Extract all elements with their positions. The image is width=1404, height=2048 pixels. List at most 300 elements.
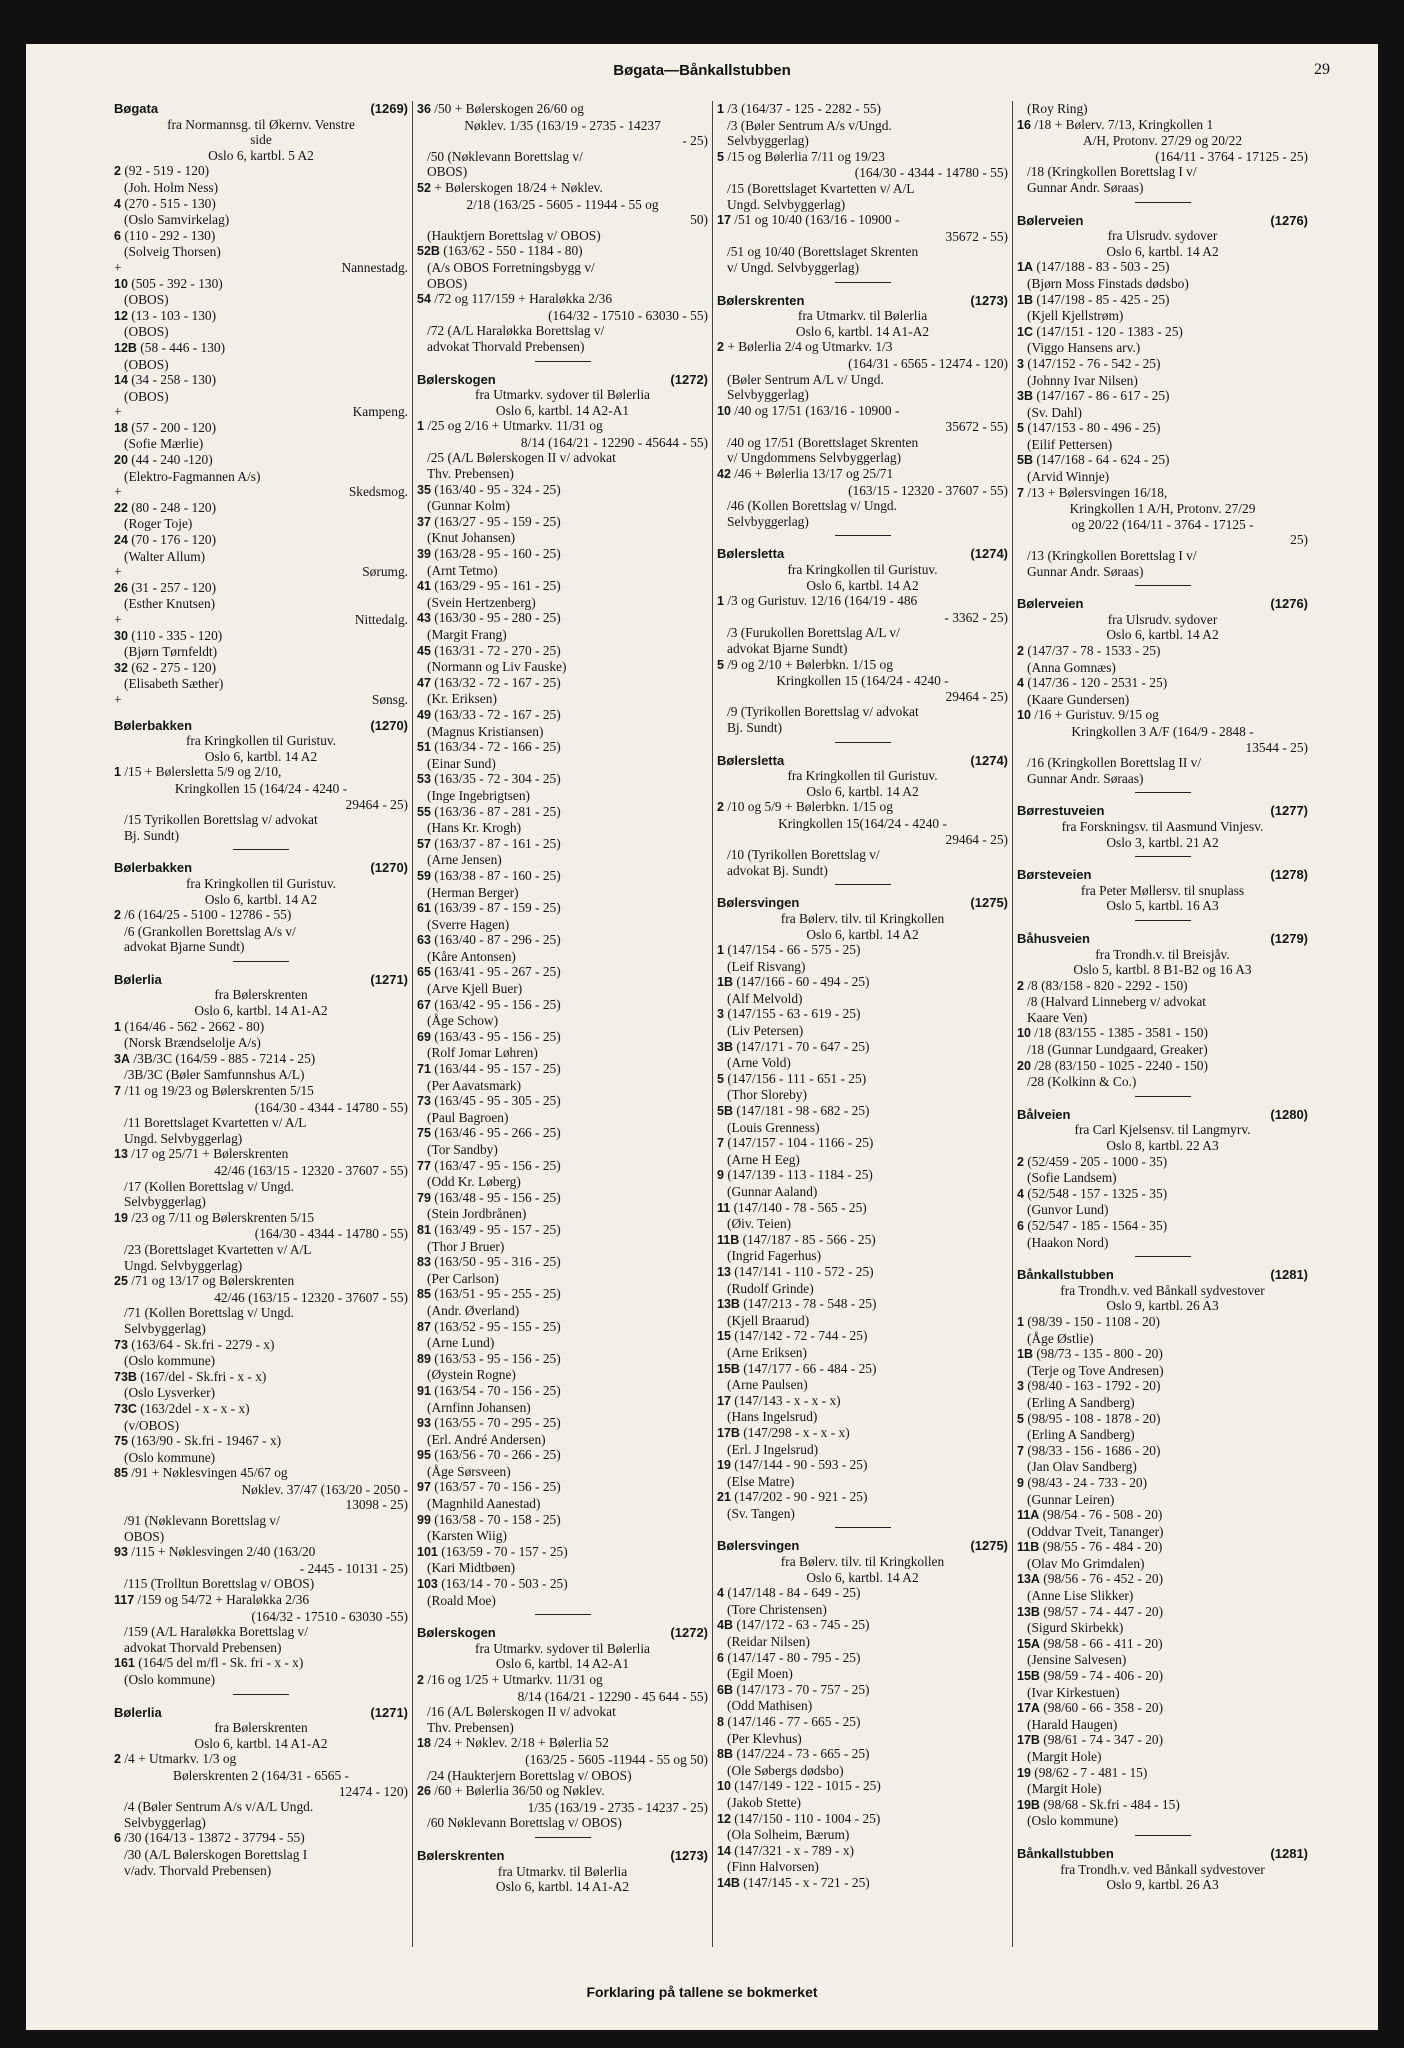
entry-details: (163/40 - 87 - 296 - 25) (434, 932, 561, 948)
address-entry (417, 514, 708, 531)
entry-details: (147/146 - 77 - 665 - 25) (727, 1714, 861, 1729)
street-description: Oslo 9, kartbl. 26 A3 (1106, 1298, 1219, 1314)
owner-line: (Kari Midtbøen) (427, 1560, 516, 1576)
address-entry (717, 942, 1008, 959)
house-number: 7 (717, 1136, 724, 1151)
owner-line: (A/s OBOS Forretningsbygg v/ (427, 259, 595, 275)
street-code: (1270) (370, 717, 408, 733)
address-entry (417, 243, 708, 260)
address-entry (114, 1465, 408, 1482)
street-name: Bølersletta (717, 752, 785, 768)
address-entry (717, 1875, 1008, 1892)
street-heading (717, 1538, 1008, 1554)
street-description: Oslo 6, kartbl. 14 A2 (806, 1569, 919, 1585)
entry-details: (163/51 - 95 - 255 - 25) (434, 1286, 561, 1302)
house-number: 20 (1017, 1058, 1031, 1073)
cross-marker: + (114, 612, 122, 627)
owner-line: (Svein Hertzenberg) (427, 594, 536, 610)
owner-line: Bj. Sundt) (727, 719, 783, 735)
owner-line: Selvbyggerlag) (124, 1814, 206, 1830)
street-description: fra Peter Møllersv. til snuplass (1080, 882, 1245, 898)
street-heading (717, 546, 1008, 562)
entry-details: (163/33 - 72 - 167 - 25) (434, 706, 561, 722)
address-entry (717, 1039, 1008, 1056)
section-divider (835, 884, 891, 885)
street-description: Oslo 5, kartbl. 16 A3 (1106, 898, 1219, 914)
street-code: (1273) (670, 1847, 708, 1863)
owner-line: (Erling A Sandberg) (1027, 1394, 1135, 1410)
address-entry (417, 418, 708, 435)
owner-line: (Joh. Holm Ness) (124, 179, 219, 195)
entry-continuation: 8/14 (164/21 - 12290 - 45 644 - 55) (517, 1688, 708, 1704)
address-entry (717, 1200, 1008, 1217)
entry-continuation: (164/30 - 4344 - 14780 - 55) (854, 165, 1008, 181)
address-entry (717, 403, 1008, 420)
owner-line: (Normann og Liv Fauske) (427, 659, 567, 675)
address-entry (717, 1778, 1008, 1795)
entry-details: (147/156 - 111 - 651 - 25) (727, 1070, 867, 1086)
address-entry (1017, 1539, 1308, 1556)
street-description: fra Carl Kjelsensv. til Langmyrv. (1074, 1122, 1251, 1138)
entry-details: /8 (83/158 - 820 - 2292 - 150) (1027, 977, 1188, 993)
address-entry (114, 452, 408, 469)
street-description: fra Normannsg. til Økernv. Venstre (167, 116, 355, 132)
house-number: 20 (114, 453, 128, 468)
street-heading (717, 753, 1008, 769)
house-number: 9 (717, 1168, 724, 1183)
street-name: Bølerskrenten (417, 1847, 505, 1863)
address-entry (417, 180, 708, 197)
house-number: 32 (114, 660, 128, 675)
owner-line: /8 (Halvard Linneberg v/ advokat (1027, 994, 1206, 1010)
house-number: 15B (717, 1361, 740, 1376)
entry-details: (163/36 - 87 - 281 - 25) (434, 803, 561, 819)
address-entry (717, 1489, 1008, 1506)
entry-details: (147/152 - 76 - 542 - 25) (1027, 355, 1161, 371)
street-heading (1017, 867, 1308, 883)
address-entry (1017, 1314, 1308, 1331)
house-number: 1C (1017, 324, 1033, 339)
street-description: fra Bølerskrenten (214, 987, 308, 1003)
owner-line: (Bjørn Moss Finstads dødsbo) (1027, 275, 1189, 291)
address-entry (114, 1592, 408, 1609)
entry-details: /28 (83/150 - 1025 - 2240 - 150) (1034, 1057, 1208, 1073)
owner-line: /3 (Furukollen Borettslag A/L v/ (727, 625, 900, 641)
house-number: 25 (114, 1274, 128, 1289)
entry-details: /51 og 10/40 (163/16 - 10900 - (734, 212, 900, 228)
owner-line: (Andr. Øverland) (427, 1302, 520, 1318)
owner-line: (Margit Hole) (1027, 1781, 1102, 1797)
owner-line: (Arve Kjell Buer) (427, 981, 523, 997)
address-entry (717, 149, 1008, 166)
street-heading (114, 101, 408, 117)
street-name: Børsteveien (1017, 867, 1092, 883)
address-entry (417, 707, 708, 724)
house-number: 13A (1017, 1572, 1040, 1587)
entry-details: (147/147 - 80 - 795 - 25) (727, 1649, 861, 1665)
entry-details: (164/46 - 562 - 2662 - 80) (124, 1018, 265, 1034)
entry-details: (163/32 - 72 - 167 - 25) (434, 674, 561, 690)
address-entry (114, 660, 408, 677)
address-entry (114, 764, 408, 781)
owner-line: (Gunnar Kolm) (427, 498, 510, 514)
section-divider (1135, 1096, 1191, 1097)
owner-line: (Leif Risvang) (727, 958, 806, 974)
owner-line: Selvbyggerlag) (727, 387, 809, 403)
address-entry (114, 1083, 408, 1100)
entry-details: + Bølerlia 2/4 og Utmarkv. 1/3 (727, 339, 893, 355)
owner-line: (Anna Gomnæs) (1027, 659, 1116, 675)
street-description: Oslo 9, kartbl. 26 A3 (1106, 1877, 1219, 1893)
entry-details: /159 og 54/72 + Haraløkka 2/36 (137, 1592, 310, 1608)
house-number: 55 (417, 804, 431, 819)
address-entry (417, 1029, 708, 1046)
street-code: (1279) (1270, 930, 1308, 946)
entry-details: (98/33 - 156 - 1686 - 20) (1027, 1442, 1161, 1458)
entry-details: (505 - 392 - 130) (131, 275, 223, 291)
street-name: Bølersvingen (717, 1538, 800, 1554)
address-entry (1017, 117, 1308, 134)
address-entry (114, 1655, 408, 1672)
owner-line: /3B/3C (Bøler Samfunnshus A/L) (124, 1067, 305, 1083)
owner-line: (Roy Ring) (1027, 101, 1088, 116)
address-entry (1017, 324, 1308, 341)
address-entry (417, 482, 708, 499)
entry-details: (163/31 - 72 - 270 - 25) (434, 642, 561, 658)
house-number: 14B (717, 1875, 740, 1890)
house-number: 11B (1017, 1540, 1040, 1555)
house-number: 81 (417, 1222, 431, 1237)
owner-line: Gunnar Andr. Søraas) (1027, 563, 1144, 579)
entry-details: (163/42 - 95 - 156 - 25) (434, 996, 561, 1012)
address-entry (417, 1125, 708, 1142)
owner-line: (Egil Moen) (727, 1666, 793, 1682)
house-number: 11A (1017, 1508, 1040, 1523)
entry-details: (57 - 200 - 120) (131, 419, 217, 435)
house-number: 95 (417, 1448, 431, 1463)
address-entry (114, 163, 408, 180)
owner-line: /30 (A/L Bølerskogen Borettslag I (124, 1846, 308, 1862)
street-name: Bølerlia (114, 1704, 162, 1720)
entry-details: (98/56 - 76 - 452 - 20) (1043, 1571, 1164, 1587)
owner-line: (Louis Grenness) (727, 1119, 820, 1135)
house-number: 5B (1017, 453, 1033, 468)
entry-continuation: - 2445 - 10131 - 25) (299, 1560, 408, 1576)
address-entry (417, 1672, 708, 1689)
owner-line: (Arne Jensen) (427, 852, 502, 868)
owner-line: (Oslo kommune) (124, 1449, 216, 1465)
house-number: 57 (417, 836, 431, 851)
house-number: 3B (1017, 389, 1033, 404)
address-entry (417, 1415, 708, 1432)
entry-details: (147/298 - x - x - x) (743, 1424, 850, 1440)
house-number: 13B (1017, 1604, 1040, 1619)
house-number: 4 (1017, 1186, 1024, 1201)
house-number: 10 (717, 403, 731, 418)
owner-line: (Arne Paulsen) (727, 1377, 808, 1393)
entry-details: (98/95 - 108 - 1878 - 20) (1027, 1410, 1161, 1426)
house-number: 79 (417, 1190, 431, 1205)
address-entry (417, 101, 708, 118)
entry-continuation: 42/46 (163/15 - 12320 - 37607 - 55) (214, 1163, 408, 1178)
house-number: 14 (114, 373, 128, 388)
house-number: 85 (114, 1466, 128, 1481)
house-number: 11 (717, 1200, 731, 1215)
house-number: 89 (417, 1351, 431, 1366)
entry-details: (147/187 - 85 - 566 - 25) (742, 1231, 876, 1247)
owner-line: v/adv. Thorvald Prebensen) (124, 1862, 272, 1878)
house-number: 101 (417, 1544, 438, 1559)
address-entry (417, 1783, 708, 1800)
entry-details: (163/44 - 95 - 157 - 25) (434, 1061, 561, 1077)
entry-continuation: (164/11 - 3764 - 17125 - 25) (1155, 148, 1308, 164)
owner-line: (Ivar Kirkestuen) (1027, 1684, 1120, 1700)
house-number: 4 (1017, 676, 1024, 691)
house-number: 91 (417, 1383, 431, 1398)
entry-details: (147/144 - 90 - 593 - 25) (734, 1457, 868, 1473)
street-description: Kringkollen 15(164/24 - 4240 - (778, 815, 947, 831)
house-number: 19 (717, 1458, 731, 1473)
entry-details: (163/52 - 95 - 155 - 25) (434, 1318, 561, 1334)
entry-details: (163/2del - x - x - x) (140, 1400, 250, 1416)
entry-details: /3B/3C (164/59 - 885 - 7214 - 25) (133, 1050, 316, 1066)
street-name: Bålveien (1017, 1106, 1071, 1122)
owner-line: (Øystein Rogne) (427, 1367, 516, 1383)
house-number: 47 (417, 675, 431, 690)
entry-continuation: 13098 - 25) (345, 1497, 408, 1513)
cross-street (114, 564, 408, 580)
street-code: (1273) (970, 292, 1008, 308)
address-entry (114, 1544, 408, 1561)
street-heading (1017, 596, 1308, 612)
address-entry (417, 900, 708, 917)
entry-details: (92 - 519 - 120) (124, 163, 210, 179)
house-number: 14 (717, 1843, 731, 1858)
owner-line: OBOS) (427, 164, 468, 180)
owner-line: /115 (Trolltun Borettslag v/ OBOS) (124, 1576, 315, 1592)
entry-details: (147/37 - 78 - 1533 - 25) (1027, 643, 1161, 658)
house-number: 13B (717, 1297, 740, 1312)
street-description: Oslo 6, kartbl. 14 A1-A2 (194, 1735, 328, 1751)
street-description: Oslo 6, kartbl. 14 A2 (806, 926, 919, 942)
entry-details: (147/143 - x - x - x) (734, 1392, 841, 1408)
owner-line: (Åge Schow) (427, 1013, 499, 1029)
house-number: 37 (417, 514, 431, 529)
street-name: Bøgata (114, 101, 159, 116)
address-entry (1017, 259, 1308, 276)
entry-details: (98/55 - 76 - 484 - 20) (1042, 1539, 1163, 1555)
entry-details: /9 og 2/10 + Bølerbkn. 1/15 og (727, 656, 893, 672)
cross-street-name: Skedsmog. (348, 484, 408, 500)
owner-line: (Arnt Tetmo) (427, 562, 498, 578)
house-number: 18 (417, 1736, 431, 1751)
street-description: 2/18 (163/25 - 5605 - 11944 - 55 og (466, 196, 659, 212)
street-description: Oslo 5, kartbl. 8 B1-B2 og 16 A3 (1073, 962, 1252, 978)
street-name: Bølerbakken (114, 717, 193, 733)
entry-continuation: - 3362 - 25) (944, 609, 1008, 625)
address-entry (717, 1361, 1008, 1378)
entry-details: (62 - 275 - 120) (131, 659, 217, 675)
address-entry (1017, 1443, 1308, 1460)
street-name: Bølerveien (1017, 212, 1084, 228)
address-entry (417, 1222, 708, 1239)
house-number: 17B (1017, 1733, 1040, 1748)
owner-line: (Odd Kr. Løberg) (427, 1174, 521, 1190)
owner-line: (Kaare Gundersen) (1027, 691, 1130, 707)
owner-line: /11 Borettslaget Kvartetten v/ A/L (124, 1115, 307, 1131)
house-number: 4 (717, 1586, 724, 1601)
house-number: 3 (1017, 1379, 1024, 1394)
house-number: 49 (417, 707, 431, 722)
owner-line: (OBOS) (124, 292, 169, 308)
entry-details: /24 + Nøklev. 2/18 + Bølerlia 52 (434, 1735, 609, 1751)
address-entry (114, 580, 408, 597)
house-number: 83 (417, 1255, 431, 1270)
address-entry (417, 1061, 708, 1078)
street-description: fra Trondh.v. ved Bånkall sydvestover (1060, 1282, 1265, 1298)
entry-details: (167/del - Sk.fri - x - x) (140, 1368, 267, 1384)
owner-line: (Øiv. Teien) (727, 1216, 792, 1232)
address-entry (1017, 1186, 1308, 1203)
street-description: Oslo 6, kartbl. 14 A1-A2 (495, 1879, 630, 1895)
street-code: (1271) (370, 1704, 408, 1720)
owner-line: /16 (Kringkollen Borettslag II v/ (1027, 755, 1202, 771)
owner-line: (Anne Lise Slikker) (1027, 1588, 1134, 1604)
street-description: Kringkollen 1 A/H, Protonv. 27/29 (1069, 501, 1256, 517)
owner-line: (Arnfinn Johansen) (427, 1399, 531, 1415)
house-number: 35 (417, 482, 431, 497)
entry-details: (147/168 - 64 - 624 - 25) (1036, 452, 1170, 468)
house-number: 19 (1017, 1765, 1031, 1780)
house-number: 2 (417, 1673, 424, 1687)
address-entry (417, 643, 708, 660)
address-entry (417, 868, 708, 885)
entry-details: (163/64 - Sk.fri - 2279 - x) (131, 1336, 275, 1352)
street-name: Bølerskogen (417, 371, 496, 387)
entry-details: (147/188 - 83 - 503 - 25) (1036, 259, 1170, 275)
owner-line: (Hans Ingelsrud) (727, 1409, 818, 1425)
house-number: 3 (717, 1007, 724, 1022)
owner-line: (OBOS) (124, 388, 169, 404)
owner-line: /24 (Haukterjern Borettslag v/ OBOS) (427, 1767, 632, 1783)
street-description: A/H, Protonv. 27/29 og 20/22 (1082, 133, 1243, 149)
address-entry (1017, 292, 1308, 309)
entry-details: (98/62 - 7 - 481 - 15) (1034, 1764, 1148, 1780)
entry-details: /4 + Utmarkv. 1/3 og (124, 1751, 237, 1767)
address-entry (717, 1393, 1008, 1410)
owner-line: (Roald Moe) (427, 1592, 496, 1608)
entry-details: /3 og Guristuv. 12/16 (164/19 - 486 (727, 593, 918, 609)
house-number: 18 (114, 420, 128, 435)
entry-details: (163/53 - 95 - 156 - 25) (434, 1350, 561, 1366)
owner-line: (Tore Christensen) (727, 1601, 827, 1617)
entry-details: (147/157 - 104 - 1166 - 25) (727, 1135, 874, 1151)
house-number: 7 (1017, 1443, 1024, 1458)
entry-continuation: (164/32 - 17510 - 63030 - 55) (548, 307, 708, 323)
house-number: 45 (417, 643, 431, 658)
address-entry (1017, 1218, 1308, 1235)
house-number: 24 (114, 533, 128, 548)
address-entry (717, 1425, 1008, 1442)
owner-line: (Sv. Dahl) (1027, 404, 1082, 420)
owner-line: /17 (Kollen Borettslag v/ Ungd. (124, 1178, 294, 1194)
entry-continuation: 42/46 (163/15 - 12320 - 37607 - 55) (214, 1289, 408, 1305)
column-2 (412, 101, 712, 1947)
entry-details: (147/145 - x - 721 - 25) (743, 1874, 870, 1890)
address-entry (717, 466, 1008, 483)
address-entry (114, 1401, 408, 1418)
street-description: Oslo 6, kartbl. 14 A2 (806, 783, 919, 799)
owner-line: (Kjell Kjellstrøm) (1027, 308, 1124, 324)
entry-details: (147/166 - 60 - 494 - 25) (736, 974, 870, 990)
house-number: 87 (417, 1319, 431, 1334)
owner-line: (Roger Toje) (124, 516, 193, 532)
address-entry (1017, 707, 1308, 724)
street-name: Bølerveien (1017, 596, 1084, 612)
address-entry (114, 276, 408, 293)
running-head: Bøgata—Bånkallstubben (613, 62, 791, 79)
owner-line: OBOS) (427, 275, 468, 291)
section-divider (535, 1614, 591, 1615)
entry-details: (163/49 - 95 - 157 - 25) (434, 1221, 561, 1237)
address-entry (717, 1071, 1008, 1088)
address-entry (417, 1544, 708, 1561)
address-entry (1017, 485, 1308, 502)
street-heading (1017, 803, 1308, 819)
street-description: fra Kringkollen til Guristuv. (787, 768, 938, 784)
entry-details: (163/55 - 70 - 295 - 25) (434, 1415, 561, 1431)
street-code: (1269) (370, 101, 408, 116)
house-number: 8 (717, 1715, 724, 1729)
house-number: 17 (717, 1393, 731, 1408)
address-entry (1017, 1025, 1308, 1042)
address-entry (417, 1447, 708, 1464)
address-entry (717, 339, 1008, 356)
address-entry (417, 739, 708, 756)
cross-marker: + (114, 404, 122, 420)
entry-details: /23 og 7/11 og Bølerskrenten 5/15 (131, 1209, 315, 1225)
owner-line: (Arvid Winnje) (1027, 469, 1110, 485)
street-code: (1274) (970, 546, 1008, 562)
entry-details: /72 og 117/159 + Haraløkka 2/36 (434, 291, 613, 307)
address-entry (1017, 1604, 1308, 1621)
address-entry (114, 1830, 408, 1847)
entry-details: (163/40 - 95 - 324 - 25) (434, 481, 561, 497)
entry-continuation: 25) (1290, 532, 1308, 548)
address-entry (417, 610, 708, 627)
entry-details: (98/57 - 74 - 447 - 20) (1043, 1603, 1164, 1619)
owner-line: (Walter Allum) (124, 548, 206, 564)
owner-line: (Tor Sandby) (427, 1142, 498, 1157)
house-number: 7 (114, 1084, 121, 1099)
owner-line: /159 (A/L Haraløkka Borettslag v/ (124, 1624, 308, 1640)
owner-line: (Per Klevhus) (727, 1730, 802, 1746)
entry-details: (34 - 258 - 130) (131, 372, 217, 388)
house-number: 93 (417, 1416, 431, 1431)
cross-street (114, 404, 408, 420)
street-name: Bølersvingen (717, 895, 800, 911)
house-number: 1 (717, 102, 724, 116)
house-number: 54 (417, 292, 431, 307)
owner-line: (Haakon Nord) (1027, 1234, 1109, 1250)
owner-line: (Johnny Ivar Nilsen) (1027, 372, 1138, 388)
cross-street-name: Sørumg. (362, 564, 408, 580)
address-entry (1017, 1636, 1308, 1653)
owner-line: /91 (Nøklevann Borettslag v/ (124, 1513, 280, 1529)
house-number: 1 (1017, 1314, 1024, 1329)
owner-line: (Sverre Hagen) (427, 916, 510, 932)
address-entry (417, 1479, 708, 1496)
